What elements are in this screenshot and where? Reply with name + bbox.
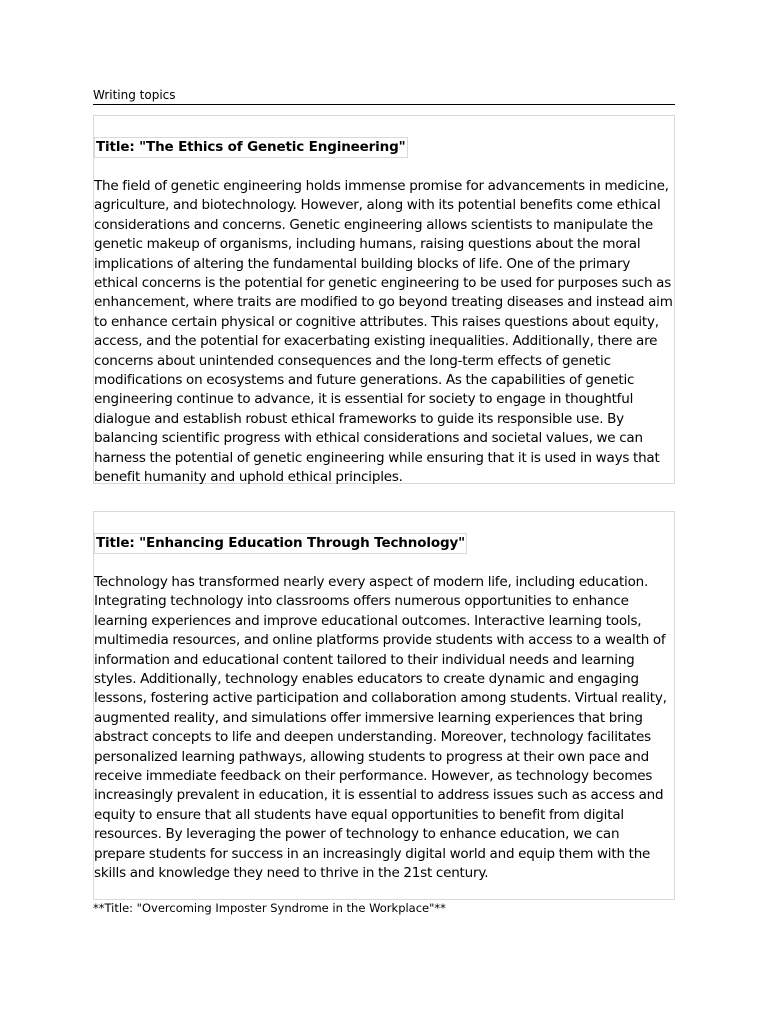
article-body: The field of genetic engineering holds immense promise for advancements in medicine, agriculture, and biotechnology. However, along with its potential benefits come ethical considerations and concerns. Genetic engineering allows scientists to manipulate the genetic makeup of organisms, including humans, raising questions about the moral implications of altering the fundamental building blocks of life. One of the primary ethical concerns is the potential for genetic engineering to be used for purposes such as enhancement, where traits are modified to go beyond treating diseases and instead aim to enhance certain physical or cognitive attributes. This raises questions about equity, access, and the potential for exacerbating existing inequalities. Additionally, there are concerns about unintended consequences and the long-term effects of genetic modifications on ecosystems and future generations. As the capabilities of genetic engineering continue to advance, it is essential for society to engage in thoughtful dialogue and establish robust ethical frameworks to guide its responsible use. By balancing scientific progress with ethical considerations and societal values, we can harness the potential of genetic engineering while ensuring that it is used in ways that benefit humanity and uphold ethical principles. (94, 178, 673, 486)
article-title: Title: "The Ethics of Genetic Engineering" (94, 137, 408, 158)
page-header: Writing topics (93, 87, 675, 105)
article-genetic-engineering (93, 115, 675, 484)
article-body: Technology has transformed nearly every aspect of modern life, including education. Integrating technology into classrooms offers numerous opportunities to enhance learning experiences and improve educational outcomes. Interactive learning tools, multimedia resources, and online platforms provide students with access to a wealth of information and educational content tailored to their individual needs and learning styles. Additionally, technology enables educators to create dynamic and engaging lessons, fostering active participation and collaboration among students. Virtual reality, augmented reality, and simulations offer immersive learning experiences that bring abstract concepts to life and deepen understanding. Moreover, technology facilitates personalized learning pathways, allowing students to progress at their own pace and receive immediate feedback on their performance. However, as technology becomes increasingly prevalent in education, it is essential to address issues such as access and equity to ensure that all students have equal opportunities to benefit from digital resources. By leveraging the power of technology to enhance education, we can prepare students for success in an increasingly digital world and equip them with the skills and knowledge they need to thrive in the 21st century. (94, 574, 667, 882)
article-title: Title: "Enhancing Education Through Technology" (94, 533, 467, 554)
article-education-technology (93, 511, 675, 900)
next-topic-title: **Title: "Overcoming Imposter Syndrome in the Workplace"** (93, 901, 446, 915)
